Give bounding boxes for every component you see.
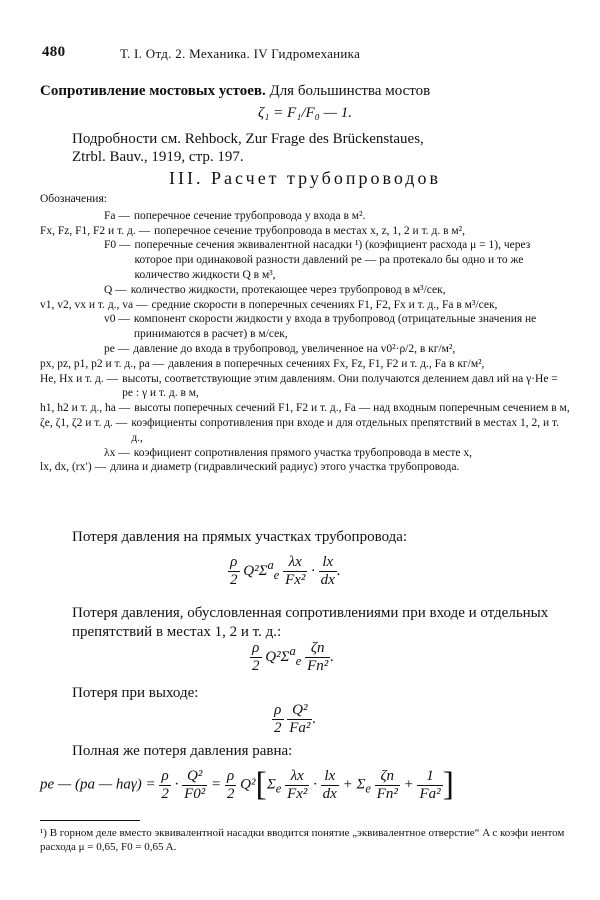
definition-symbol: Fx, Fz, F1, F2 и т. д. — [40, 224, 151, 237]
section-title: III. Расчет трубопроводов [169, 168, 441, 188]
definition-item [40, 238, 570, 282]
footnote-rule [40, 820, 140, 821]
intro-line [40, 82, 570, 101]
formula-total: pe — (pa — haγ) = $\frac{\rho}{2}$ · $\frac{\text{Q²}}{\text{F0²}}$ = $\frac{\rho}{2}$ $Q^2[\Sigma_e$ $\frac{\lambda x}{\text{Fx²}}$ · $\frac{lx}{dx}$ + $\Sigma_e$ $\frac{\zeta n}{\text{Fn²}}$ + $\frac{1}{\text{Fa²}}$ ] [40, 766, 454, 803]
definition-symbol: px, pz, p1, p2 и т. д., pa — [40, 357, 165, 370]
definition-text: коэфициент сопротивления прямого участка трубопровода в месте x, [133, 446, 473, 459]
definition-text: давление до входа в трубопровод, увеличенное на v0²·ρ/2, в кг/м², [133, 342, 456, 355]
intro-formula: ζ₁ = F₁/F₀ — 1. [258, 105, 352, 121]
definition-item [40, 372, 570, 402]
definition-item [40, 224, 570, 239]
definition-text: количество жидкости, протекающее через трубопровод в м³/сек, [130, 283, 446, 296]
intro-title: Сопротивление мостовых устоев. [40, 83, 266, 99]
definition-text: поперечные сечения эквивалентной насадки ¹) (коэфициент расхода μ = 1), через которое при одинаковой разности давлений pe — pa протекало бы одно и то же количество жидкости Q в м³, [134, 239, 531, 281]
definition-symbol: v1, v2, vx и т. д., va — [40, 298, 148, 311]
intro-text: Для большинства мостов [269, 83, 431, 99]
running-title: Т. I. Отд. 2. Механика. IV Гидромеханика [120, 46, 361, 61]
footnote: ¹) В горном деле вместо эквивалентной насадки вводится понятие „эквивалентное отверстие“ A с коэфи иентом расхода μ = 0,65, F0 = 0,65 A. [40, 827, 565, 853]
formula-exit: $\frac{\rho}{2}$ $\frac{\text{Q²}}{\text{Fa²}}$ . [274, 702, 317, 736]
frac-rho-2: $\frac{\rho}{2}$ [230, 554, 238, 588]
notation-label: Обозначения: [40, 193, 107, 205]
definition-item [40, 446, 570, 461]
definition-symbol: F0 — [104, 239, 131, 252]
frac-l-d: $\frac{lx}{dx}$ [320, 554, 335, 588]
definition-symbol: He, Hx и т. д. — [40, 372, 119, 385]
definition-item [40, 460, 570, 475]
definition-symbol: ζe, ζ1, ζ2 и т. д. — [40, 416, 128, 429]
definition-item [40, 209, 570, 224]
formula-obstacles: $\frac{\rho}{2}$ $Q^2\Sigma^a_e$ $\frac{\zeta n}{\text{Fn²}}$ . [252, 640, 334, 674]
formula-straight: $\frac{\rho}{2}$ $Q^2\Sigma^a_e$ $\frac{\lambda x}{\text{Fx²}}$ · $\frac{lx}{dx}$ . [230, 554, 341, 588]
definition-text: поперечное сечение трубопровода в местах x, z, 1, 2 и т. д. в м², [154, 224, 466, 237]
definition-text: длина и диаметр (гидравлический радиус) этого участка трубопровода. [110, 461, 460, 474]
definition-item [40, 298, 570, 313]
definition-item [40, 342, 570, 357]
definition-symbol: pe — [104, 342, 130, 355]
reference-line-1: Подробности см. Rehbock, Zur Frage des Brückenstaues, [72, 131, 424, 147]
definition-text: коэфициенты сопротивления при входе и для отдельных препятствий в местах 1, 2, и т. д., [131, 416, 560, 444]
frac-lambda: $\frac{\lambda x}{\text{Fx²}}$ [285, 554, 306, 588]
page-number: 480 [42, 44, 66, 60]
definition-text: поперечное сечение трубопровода у входа в м². [133, 209, 366, 222]
definition-text: компонент скорости жидкости у входа в трубопровод (отрицательные значения не принимаются в расчет) в м/сек, [133, 313, 537, 341]
definition-text: средние скорости в поперечных сечениях F1, F2, Fx и т. д., Fa в м³/сек, [151, 298, 498, 311]
definition-item [40, 357, 570, 372]
exit-loss-label: Потеря при выходе: [72, 685, 199, 701]
definition-symbol: Fa — [104, 209, 130, 222]
reference-line-2: Ztrbl. Bauv., 1919, стр. 197. [72, 149, 244, 165]
definition-symbol: Q — [104, 283, 127, 296]
definition-symbol: lx, dx, (rx′) — [40, 461, 107, 474]
page-header [42, 44, 562, 68]
definition-text: высоты, соответствующие этим давлениям. Они получаются делением давл ий на γ·He = pe : γ и т. д. в м, [122, 372, 558, 400]
definition-item [40, 416, 570, 446]
definition-text: давления в поперечных сечениях Fx, Fz, F1, F2 и т. д., Fa в кг/м², [168, 357, 485, 370]
definition-symbol: v0 — [104, 313, 130, 326]
obstacles-loss-label: Потеря давления, обусловленная сопротивлениями при входе и отдельных препятствий в местах 1, 2 и т. д.: [72, 605, 549, 640]
definition-item [40, 401, 570, 416]
definition-symbol: h1, h2 и т. д., ha — [40, 402, 131, 415]
definition-text: высоты поперечных сечений F1, F2 и т. д., Fa — над входным поперечным сечением в м, [134, 402, 570, 415]
definition-item [40, 283, 570, 298]
definitions-list [40, 192, 570, 475]
definition-symbol: λx — [104, 446, 130, 459]
total-loss-label: Полная же потеря давления равна: [72, 743, 293, 759]
definition-item [40, 312, 570, 342]
straight-loss-label: Потеря давления на прямых участках трубопровода: [72, 529, 408, 545]
